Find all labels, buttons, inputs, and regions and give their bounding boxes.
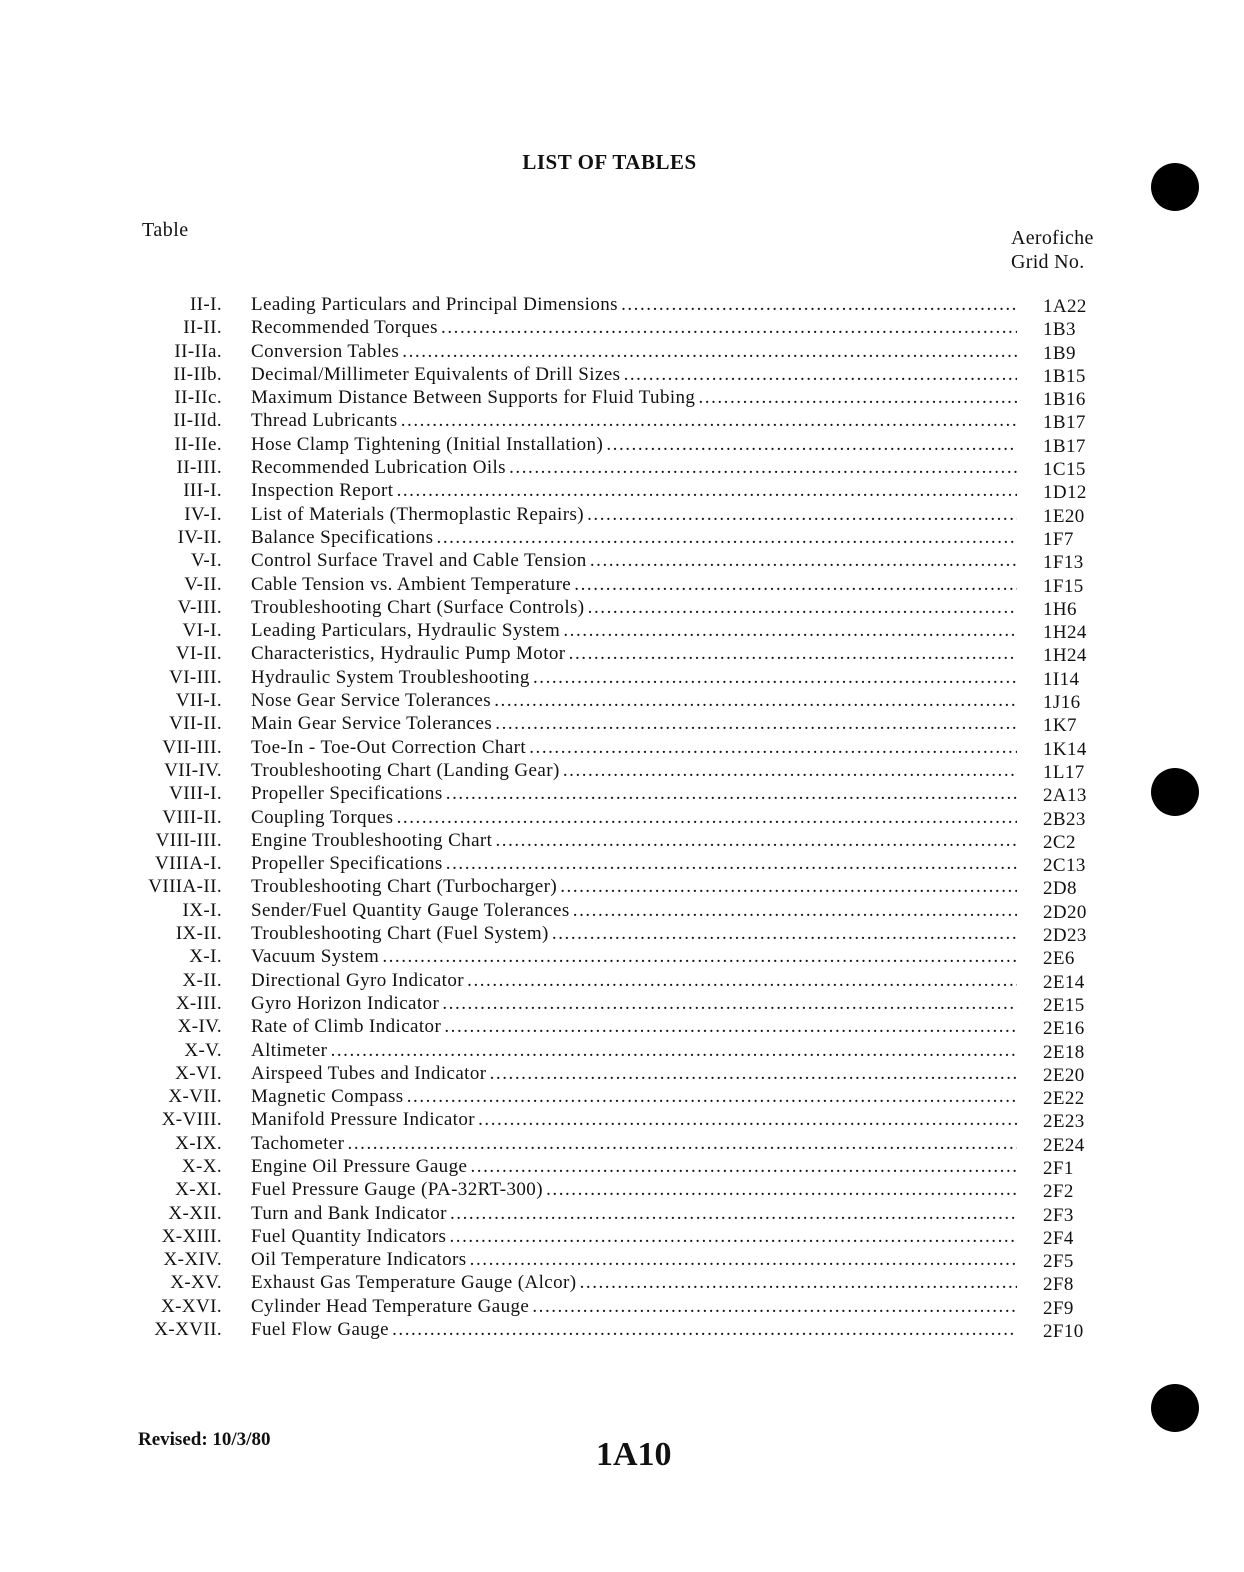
table-number: II-I. xyxy=(189,294,222,315)
table-title: Exhaust Gas Temperature Gauge (Alcor) . . . xyxy=(251,1271,1017,1294)
table-number: X-I. xyxy=(189,946,222,968)
table-title: Fuel Quantity Indicators . . . xyxy=(251,1225,1017,1248)
grid-column-header xyxy=(1011,226,1094,274)
table-title: Inspection Report . . . xyxy=(251,479,1017,502)
table-list-row xyxy=(0,689,1244,712)
table-number: X-XVI. xyxy=(161,1295,222,1317)
table-title: Recommended Lubrication Oils . . . xyxy=(251,456,1017,479)
table-list-row xyxy=(0,829,1244,852)
table-title: Rate of Climb Indicator . . . xyxy=(251,1015,1017,1038)
table-list-row xyxy=(0,899,1244,922)
table-number: III-I. xyxy=(183,480,222,502)
table-list-row xyxy=(0,1295,1244,1318)
table-list-row xyxy=(0,1225,1244,1248)
table-number: X-VIII. xyxy=(161,1109,222,1131)
grid-number: 2D23 xyxy=(1043,925,1087,947)
grid-number: 1F15 xyxy=(1043,575,1084,597)
grid-number: 1H24 xyxy=(1043,622,1087,644)
table-title: Thread Lubricants . . . xyxy=(251,409,1017,432)
table-title: Nose Gear Service Tolerances . . . xyxy=(251,689,1017,712)
table-number: X-X. xyxy=(181,1155,222,1177)
table-number: V-II. xyxy=(184,573,222,595)
table-list-row xyxy=(0,619,1244,642)
table-list-row xyxy=(0,1132,1244,1155)
table-list-row xyxy=(0,806,1244,829)
table-number: VII-II. xyxy=(169,713,222,735)
table-list-row xyxy=(0,969,1244,992)
table-title: Leading Particulars and Principal Dimensions . . . xyxy=(251,293,1017,316)
grid-number: 2F2 xyxy=(1043,1181,1074,1203)
table-number: VII-I. xyxy=(175,690,222,712)
table-number: II-IIe. xyxy=(174,433,222,455)
grid-number: 2E20 xyxy=(1043,1064,1085,1086)
grid-number: 2E16 xyxy=(1043,1018,1085,1040)
table-list-row xyxy=(0,1271,1244,1294)
grid-number: 2F1 xyxy=(1043,1157,1074,1179)
table-number: II-III. xyxy=(176,457,222,479)
table-title: Tachometer . . . xyxy=(251,1132,1017,1155)
table-list-row xyxy=(0,549,1244,572)
grid-number: 2E6 xyxy=(1043,948,1075,970)
table-list-row xyxy=(0,922,1244,945)
table-title: Characteristics, Hydraulic Pump Motor . . . xyxy=(251,642,1017,665)
table-list-row xyxy=(0,759,1244,782)
grid-number: 2F4 xyxy=(1043,1227,1074,1249)
grid-number: 2E18 xyxy=(1043,1041,1085,1063)
table-number: VI-II. xyxy=(175,643,222,665)
punch-hole-bottom xyxy=(1151,1384,1199,1432)
table-list-row xyxy=(0,1062,1244,1085)
table-number: VIII-III. xyxy=(155,829,222,851)
page-number: 1A10 xyxy=(596,1436,672,1473)
table-list-row xyxy=(0,573,1244,596)
grid-number: 1I14 xyxy=(1043,668,1080,690)
table-number: V-I. xyxy=(191,550,222,572)
table-list-row xyxy=(0,852,1244,875)
table-title: Troubleshooting Chart (Surface Controls) . . . xyxy=(251,596,1017,619)
table-number: II-II. xyxy=(183,317,222,339)
table-title: Manifold Pressure Indicator . . . xyxy=(251,1108,1017,1131)
table-list-row xyxy=(0,1039,1244,1062)
table-number: X-IV. xyxy=(177,1016,222,1038)
table-list-row xyxy=(0,782,1244,805)
table-title: Troubleshooting Chart (Landing Gear) . . . xyxy=(251,759,1017,782)
table-list-row xyxy=(0,503,1244,526)
table-title: Troubleshooting Chart (Turbocharger) . . . xyxy=(251,875,1017,898)
grid-number: 1B17 xyxy=(1043,412,1086,434)
table-list-row xyxy=(0,642,1244,665)
grid-number: 2B23 xyxy=(1043,808,1086,830)
table-list-row xyxy=(0,1318,1244,1341)
table-title: Sender/Fuel Quantity Gauge Tolerances . . . xyxy=(251,899,1017,922)
grid-number: 1H24 xyxy=(1043,645,1087,667)
grid-number: 2D8 xyxy=(1043,878,1077,900)
table-list-row xyxy=(0,409,1244,432)
table-title: Engine Oil Pressure Gauge . . . xyxy=(251,1155,1017,1178)
table-list xyxy=(0,293,1244,1341)
grid-number: 2F10 xyxy=(1043,1321,1084,1343)
table-list-row xyxy=(0,736,1244,759)
table-title: Toe-In - Toe-Out Correction Chart . . . xyxy=(251,736,1017,759)
table-list-row xyxy=(0,479,1244,502)
grid-number: 2E24 xyxy=(1043,1134,1085,1156)
table-title: Propeller Specifications . . . xyxy=(251,782,1017,805)
table-title: Maximum Distance Between Supports for Fluid Tubing . . . xyxy=(251,386,1017,409)
table-title: Gyro Horizon Indicator . . . xyxy=(251,992,1017,1015)
table-title: Magnetic Compass . . . xyxy=(251,1085,1017,1108)
grid-number: 1D12 xyxy=(1043,482,1087,504)
table-list-row xyxy=(0,456,1244,479)
table-number: II-IIa. xyxy=(174,340,222,362)
table-title: Turn and Bank Indicator . . . xyxy=(251,1202,1017,1225)
grid-number: 1B3 xyxy=(1043,319,1076,341)
table-title: Directional Gyro Indicator . . . xyxy=(251,969,1017,992)
grid-number: 1F13 xyxy=(1043,552,1084,574)
table-title: Leading Particulars, Hydraulic System . . . xyxy=(251,619,1017,642)
table-title: Fuel Pressure Gauge (PA-32RT-300) . . . xyxy=(251,1178,1017,1201)
table-list-row xyxy=(0,363,1244,386)
table-number: VII-IV. xyxy=(164,759,222,781)
punch-hole-top xyxy=(1151,163,1199,211)
table-number: IX-II. xyxy=(175,923,222,945)
table-title: Propeller Specifications . . . xyxy=(251,852,1017,875)
grid-number: 2D20 xyxy=(1043,901,1087,923)
table-list-row xyxy=(0,992,1244,1015)
grid-number: 1K7 xyxy=(1043,715,1077,737)
table-number: II-IIb. xyxy=(173,363,222,385)
grid-number: 1C15 xyxy=(1043,459,1086,481)
grid-number: 1L17 xyxy=(1043,761,1085,783)
grid-number: 2E22 xyxy=(1043,1088,1085,1110)
table-number: VIIIA-I. xyxy=(154,853,222,875)
table-number: VIIIA-II. xyxy=(148,876,222,898)
table-title: Oil Temperature Indicators . . . xyxy=(251,1248,1017,1271)
table-title: Cable Tension vs. Ambient Temperature . . . xyxy=(251,573,1017,596)
grid-number: 2E15 xyxy=(1043,994,1085,1016)
table-number: IV-II. xyxy=(177,526,222,548)
table-list-row xyxy=(0,1248,1244,1271)
table-list-row xyxy=(0,340,1244,363)
grid-number: 2E14 xyxy=(1043,971,1085,993)
table-title: Vacuum System . . . xyxy=(251,945,1017,968)
grid-number: 2A13 xyxy=(1043,785,1087,807)
table-title: Main Gear Service Tolerances . . . xyxy=(251,712,1017,735)
page-title: LIST OF TABLES xyxy=(522,150,697,174)
table-title: Troubleshooting Chart (Fuel System) . . . xyxy=(251,922,1017,945)
table-column-header: Table xyxy=(142,219,189,241)
grid-number: 1A22 xyxy=(1043,296,1087,317)
grid-number: 2F9 xyxy=(1043,1297,1074,1319)
grid-number: 1H6 xyxy=(1043,598,1077,620)
table-title: Engine Troubleshooting Chart . . . xyxy=(251,829,1017,852)
table-title: List of Materials (Thermoplastic Repairs) . . . xyxy=(251,503,1017,526)
table-title: Fuel Flow Gauge . . . xyxy=(251,1318,1017,1341)
table-number: X-XV. xyxy=(170,1272,222,1294)
grid-column-header-line2: Grid No. xyxy=(1011,251,1085,273)
table-number: X-IX. xyxy=(175,1132,222,1154)
table-number: IX-I. xyxy=(182,899,222,921)
table-list-row xyxy=(0,666,1244,689)
table-number: X-XVII. xyxy=(154,1319,222,1341)
table-title: Recommended Torques . . . xyxy=(251,316,1017,339)
table-title: Airspeed Tubes and Indicator . . . xyxy=(251,1062,1017,1085)
grid-number: 1B9 xyxy=(1043,342,1076,364)
table-list-row xyxy=(0,712,1244,735)
grid-number: 1K14 xyxy=(1043,738,1087,760)
table-list-row xyxy=(0,316,1244,339)
table-list-row xyxy=(0,875,1244,898)
table-list-row xyxy=(0,1155,1244,1178)
table-list-row xyxy=(0,386,1244,409)
table-number: II-IIc. xyxy=(174,387,222,409)
grid-number: 1B16 xyxy=(1043,389,1086,411)
table-title: Decimal/Millimeter Equivalents of Drill Sizes . . . xyxy=(251,363,1017,386)
grid-number: 2F3 xyxy=(1043,1204,1074,1226)
table-number: X-XIV. xyxy=(163,1249,222,1271)
grid-number: 2E23 xyxy=(1043,1111,1085,1133)
table-list-row xyxy=(0,945,1244,968)
grid-number: 1B17 xyxy=(1043,435,1086,457)
table-title: Cylinder Head Temperature Gauge . . . xyxy=(251,1295,1017,1318)
grid-number: 1J16 xyxy=(1043,692,1081,714)
punch-hole-middle xyxy=(1151,768,1199,816)
grid-number: 2C13 xyxy=(1043,855,1086,877)
table-list-row xyxy=(0,1108,1244,1131)
table-number: X-II. xyxy=(182,969,222,991)
table-title: Conversion Tables . . . xyxy=(251,340,1017,363)
table-number: X-VI. xyxy=(175,1062,222,1084)
table-list-row xyxy=(0,1202,1244,1225)
grid-number: 2C2 xyxy=(1043,831,1076,853)
table-number: V-III. xyxy=(177,596,222,618)
table-number: X-VII. xyxy=(168,1086,222,1108)
grid-number: 1B15 xyxy=(1043,365,1086,387)
grid-number: 1F7 xyxy=(1043,528,1074,550)
table-list-row xyxy=(0,293,1244,316)
grid-number: 2F5 xyxy=(1043,1251,1074,1273)
table-number: II-IId. xyxy=(173,410,222,432)
table-title: Balance Specifications . . . xyxy=(251,526,1017,549)
table-list-row xyxy=(0,596,1244,619)
table-number: VIII-II. xyxy=(162,806,222,828)
grid-number: 1E20 xyxy=(1043,505,1085,527)
table-number: IV-I. xyxy=(184,503,222,525)
table-number: X-V. xyxy=(184,1039,222,1061)
table-list-row xyxy=(0,1178,1244,1201)
table-number: X-XII. xyxy=(168,1202,222,1224)
grid-number: 2F8 xyxy=(1043,1274,1074,1296)
table-list-row xyxy=(0,526,1244,549)
revision-date: Revised: 10/3/80 xyxy=(138,1429,271,1450)
table-number: VI-III. xyxy=(169,666,222,688)
table-number: VIII-I. xyxy=(169,783,222,805)
table-number: VI-I. xyxy=(182,620,222,642)
table-title: Hydraulic System Troubleshooting . . . xyxy=(251,666,1017,689)
table-list-row xyxy=(0,1015,1244,1038)
grid-column-header-line1: Aerofiche xyxy=(1011,227,1094,249)
table-number: X-III. xyxy=(175,992,222,1014)
table-title: Altimeter . . . xyxy=(251,1039,1017,1062)
table-list-row xyxy=(0,433,1244,456)
table-title: Control Surface Travel and Cable Tension . . . xyxy=(251,549,1017,572)
table-title: Coupling Torques . . . xyxy=(251,806,1017,829)
table-number: X-XI. xyxy=(175,1179,222,1201)
table-list-row xyxy=(0,1085,1244,1108)
table-number: VII-III. xyxy=(162,736,222,758)
table-title: Hose Clamp Tightening (Initial Installation) . . . xyxy=(251,433,1017,456)
table-number: X-XIII. xyxy=(161,1225,222,1247)
